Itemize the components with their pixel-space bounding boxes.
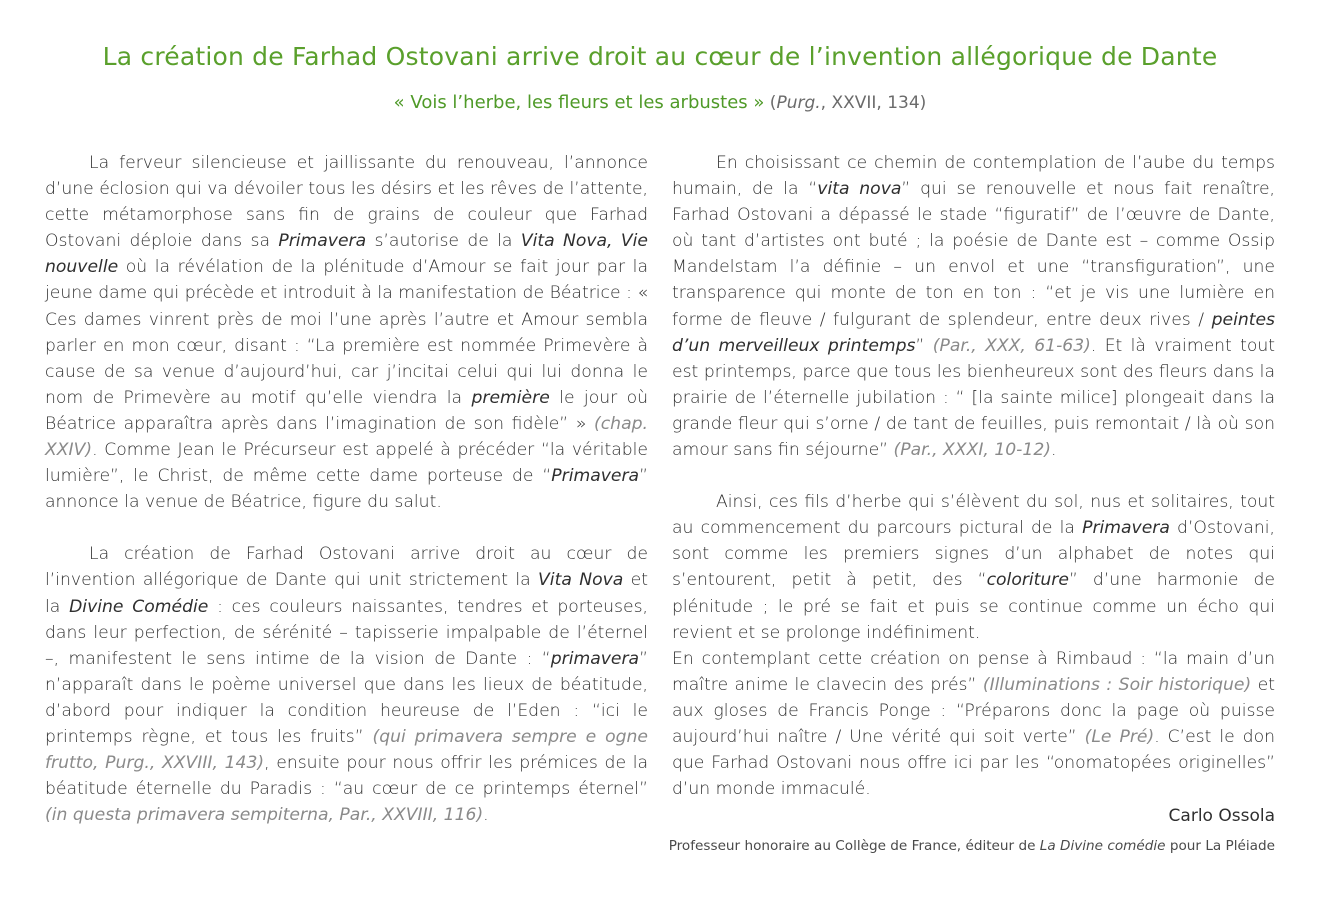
left-paragraph-1: La ferveur silencieuse et jaillissante du renouveau, l’annonce d’une éclosion qui va dévoiler tous les désirs et les rêves de l’attente, cette métamorphose sans fin de grains de couleur que Farhad Ostovani déploie dans sa Primavera s’autorise de la Vita Nova, Vie nouvelle où la révélation de la plénitude d’Amour se fait jour par la jeune dame qui précède et introduit à la manifestation de Béatrice : « Ces dames vinrent près de moi l’une après l’autre et Amour sembla parler en mon cœur, disant : “La première est nommée Primevère à cause de sa venue d’aujourd’hui, car j’incitai celui qui lui donna le nom de Primevère au motif qu’elle viendra la première le jour où Béatrice apparaîtra après dans l’imagination de son fidèle” » (chap. XXIV). Comme Jean le Précurseur est appelé à précéder “la véritable lumière”, le Christ, de même cette dame porteuse de “Primavera” annonce la venue de Béatrice, figure du salut. [45, 153, 648, 513]
right-paragraph-1: En choisissant ce chemin de contemplation de l’aube du temps humain, de la “vita nova” qui se renouvelle et nous fait renaître, Farhad Ostovani a dépassé le stade “figuratif” de l’œuvre de Dante, où tant d’artistes ont buté ; la poésie de Dante est – comme Ossip Mandelstam l’a définie – un envol et une “transfiguration”, une transparence qui monte de ton en ton : “et je vis une lumière en forme de fleuve / fulgurant de splendeur, entre deux rives / peintes d’un merveilleux printemps” (Par., XXX, 61-63). Et là vraiment tout est printemps, parce que tous les bienheureux sont des fleurs dans la prairie de l’éternelle jubilation : “ [la sainte milice] plongeait dans la grande fleur qui s’orne / de tant de feuilles, puis remontait / là où son amour sans fin séjourne” (Par., XXXI, 10-12). [672, 153, 1276, 461]
right-column [672, 150, 1275, 802]
author-affiliation: Professeur honoraire au Collège de France, éditeur de La Divine comédie pour La Pléiade [668, 838, 1275, 854]
right-paragraph-2: Ainsi, ces fils d’herbe qui s’élèvent du sol, nus et solitaires, tout au commencement du parcours pictural de la Primavera d’Ostovani, sont comme les premiers signes d’un alphabet de notes qui s’entourent, petit à petit, des “coloriture” d’une harmonie de plénitude ; le pré se fait et puis se continue comme un écho qui revient et se prolonge indéfiniment. [672, 492, 1275, 643]
article-title: La création de Farhad Ostovani arrive droit au cœur de l’invention allégorique de Dante [102, 42, 1218, 71]
left-paragraph-2: La création de Farhad Ostovani arrive droit au cœur de l’invention allégorique de Dante qui unit strictement la Vita Nova et la Divine Comédie : ces couleurs naissantes, tendres et porteuses, dans leur perfection, de sérénité – tapisserie impalpable de l’éternel –, manifestent le sens intime de la vision de Dante : “primavera” n’apparaît dans le poème universel que dans les lieux de béatitude, d’abord pour indiquer la condition heureuse de l’Eden : “ici le printemps règne, et tous les fruits” (qui primavera sempre e ogne frutto, Purg., XXVIII, 143), ensuite pour nous offrir les prémices de la béatitude éternelle du Paradis : “au cœur de ce printemps éternel” (in questa primavera sempiterna, Par., XXVIII, 116). [45, 544, 648, 826]
right-paragraph-3: En contemplant cette création on pense à Rimbaud : “la main d’un maître anime le clavecin des prés” (Illuminations : Soir historique) et aux gloses de Francis Ponge : “Préparons donc la page où puisse aujourd’hui naître / Une vérité qui soit verte” (Le Pré). C’est le don que Farhad Ostovani nous offre ici par les “onomatopées originelles” d’un monde immaculé. [672, 648, 1275, 800]
left-column [45, 150, 648, 828]
quote-reference: (Purg., XXVII, 134) [764, 93, 927, 113]
subtitle-quote [0, 92, 1320, 113]
quote-text: « Vois l’herbe, les fleurs et les arbustes » [393, 92, 765, 113]
author-signature: Carlo Ossola [1168, 806, 1275, 826]
